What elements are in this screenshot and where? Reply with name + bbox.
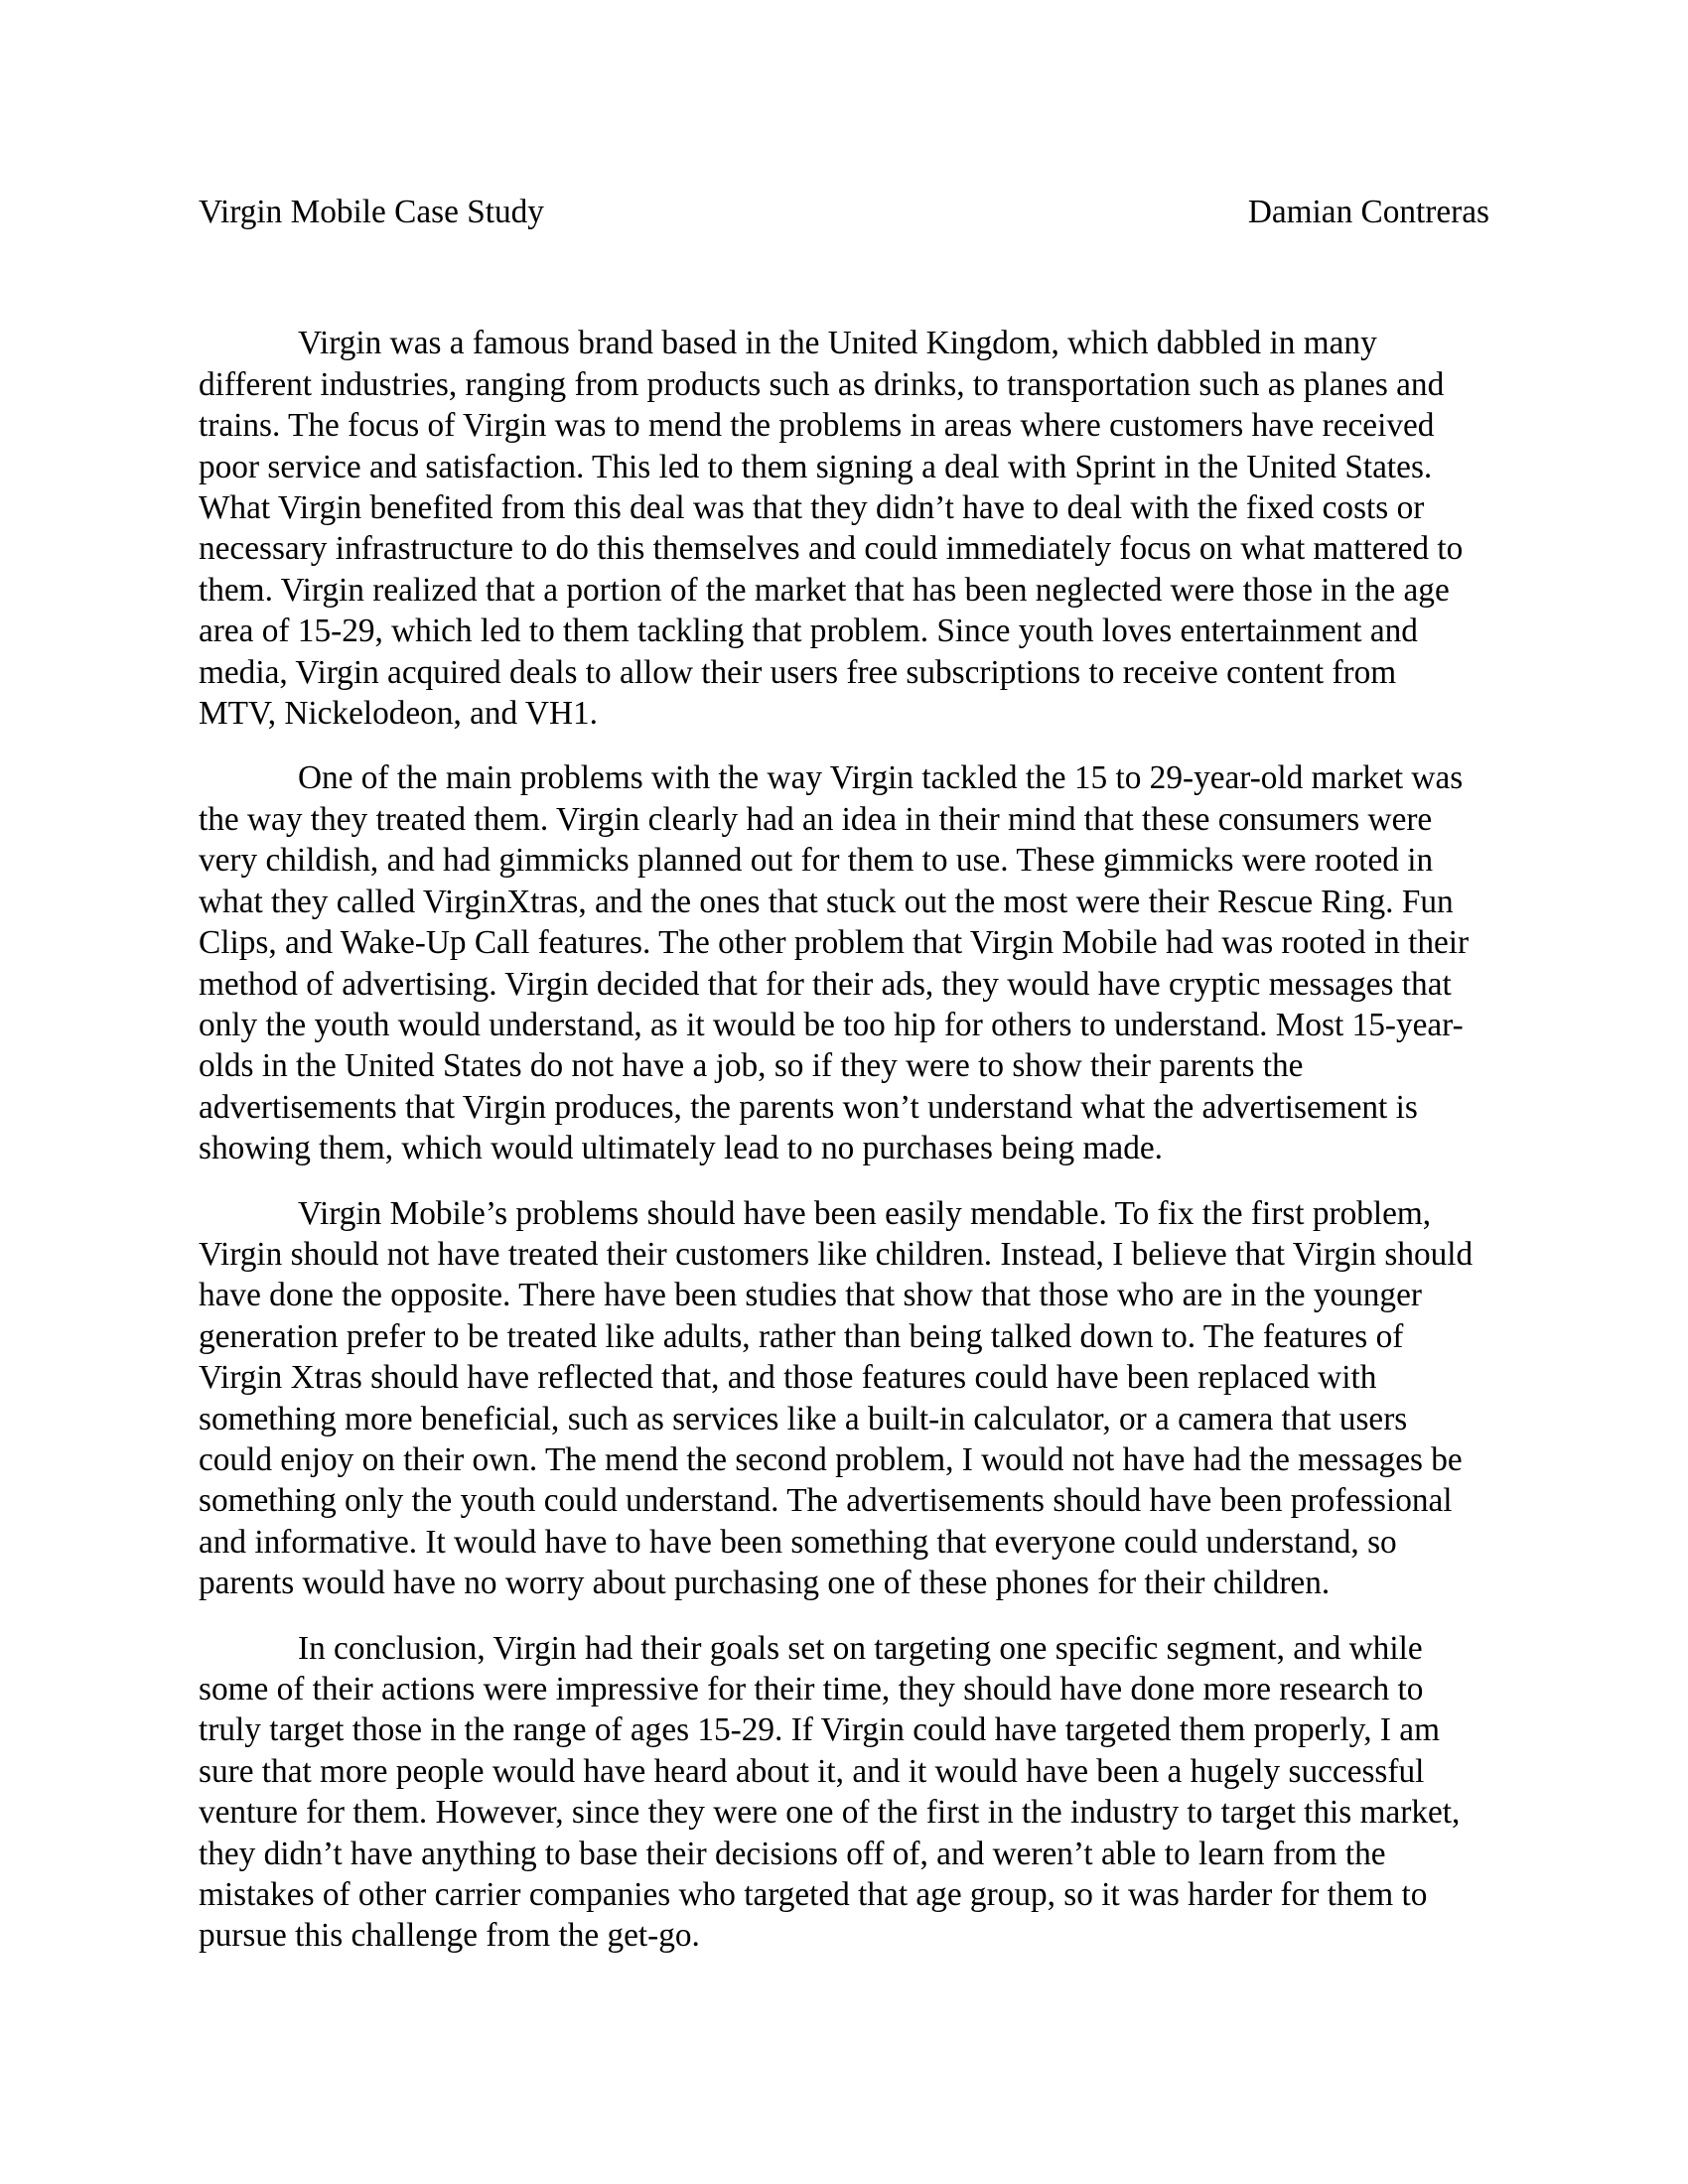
text-line: different industries, ranging from products such as drinks, to transportation such as planes and [199,365,1445,403]
text-line: media, Virgin acquired deals to allow their users free subscriptions to receive content from [199,653,1397,691]
text-line: advertisements that Virgin produces, the parents won’t understand what the advertisement is [199,1088,1418,1126]
paragraph [199,1628,1489,1957]
text-line: Clips, and Wake-Up Call features. The other problem that Virgin Mobile had was rooted in their [199,924,1470,962]
text-line: showing them, which would ultimately lead to no purchases being made. [199,1130,1163,1167]
text-line: trains. The focus of Virgin was to mend the problems in areas where customers have received [199,407,1435,445]
text-line: have done the opposite. There have been studies that show that those who are in the younger [199,1277,1422,1314]
text-line: Virgin Xtras should have reflected that, and those features could have been replaced with [199,1359,1377,1397]
document-title: Virgin Mobile Case Study [199,194,544,230]
text-line: MTV, Nickelodeon, and VH1. [199,695,598,733]
document-header [199,192,1489,232]
text-line: some of their actions were impressive for their time, they should have done more research to [199,1671,1424,1707]
text-line: One of the main problems with the way Virgin tackled the 15 to 29-year-old market was [298,759,1464,797]
text-line: very childish, and had gimmicks planned out for them to use. These gimmicks were rooted in [199,842,1434,880]
text-line: necessary infrastructure to do this themselves and could immediately focus on what mattered to [199,530,1464,568]
text-line: mistakes of other carrier companies who targeted that age group, so it was harder for them to [199,1876,1428,1914]
text-line: In conclusion, Virgin had their goals set on targeting one specific segment, and while [298,1629,1423,1667]
text-line: them. Virgin realized that a portion of the market that has been neglected were those in the age [199,571,1450,609]
paragraph [199,1193,1489,1604]
text-line: and informative. It would have to have been something that everyone could understand, so [199,1523,1397,1561]
text-line: generation prefer to be treated like adults, rather than being talked down to. The features of [199,1317,1404,1355]
text-line: poor service and satisfaction. This led to them signing a deal with Sprint in the United States. [199,448,1433,485]
document-body [199,323,1489,1956]
text-line: what they called VirginXtras, and the ones that stuck out the most were their Rescue Ring. Fun [199,883,1454,920]
text-line: sure that more people would have heard about it, and it would have been a hugely successful [199,1752,1425,1790]
text-line: venture for them. However, since they were one of the first in the industry to target this market, [199,1794,1461,1832]
text-line: olds in the United States do not have a job, so if they were to show their parents the [199,1047,1304,1085]
text-line: they didn’t have anything to base their decisions off of, and weren’t able to learn from the [199,1835,1386,1872]
text-line: the way they treated them. Virgin clearly had an idea in their mind that these consumers were [199,800,1433,838]
paragraph [199,757,1489,1168]
text-line: Virgin should not have treated their customers like children. Instead, I believe that Virgin should [199,1235,1474,1273]
text-line: method of advertising. Virgin decided that for their ads, they would have cryptic messages that [199,965,1452,1003]
document-author: Damian Contreras [1247,194,1489,230]
text-line: parents would have no worry about purchasing one of these phones for their children. [199,1565,1331,1602]
text-line: could enjoy on their own. The mend the second problem, I would not have had the messages be [199,1440,1463,1478]
text-line: truly target those in the range of ages 15-29. If Virgin could have targeted them properly, I am [199,1711,1440,1749]
text-line: Virgin Mobile’s problems should have been easily mendable. To fix the first problem, [298,1194,1432,1232]
text-line: area of 15-29, which led to them tackling that problem. Since youth loves entertainment and [199,613,1418,650]
paragraph [199,323,1489,734]
text-line: Virgin was a famous brand based in the United Kingdom, which dabbled in many [298,325,1377,362]
text-line: pursue this challenge from the get-go. [199,1917,700,1955]
text-line: only the youth would understand, as it would be too hip for others to understand. Most 15-year- [199,1006,1464,1043]
text-line: What Virgin benefited from this deal was that they didn’t have to deal with the fixed costs or [199,489,1425,527]
text-line: something more beneficial, such as services like a built-in calculator, or a camera that users [199,1400,1408,1437]
text-line: something only the youth could understand. The advertisements should have been professional [199,1482,1453,1520]
